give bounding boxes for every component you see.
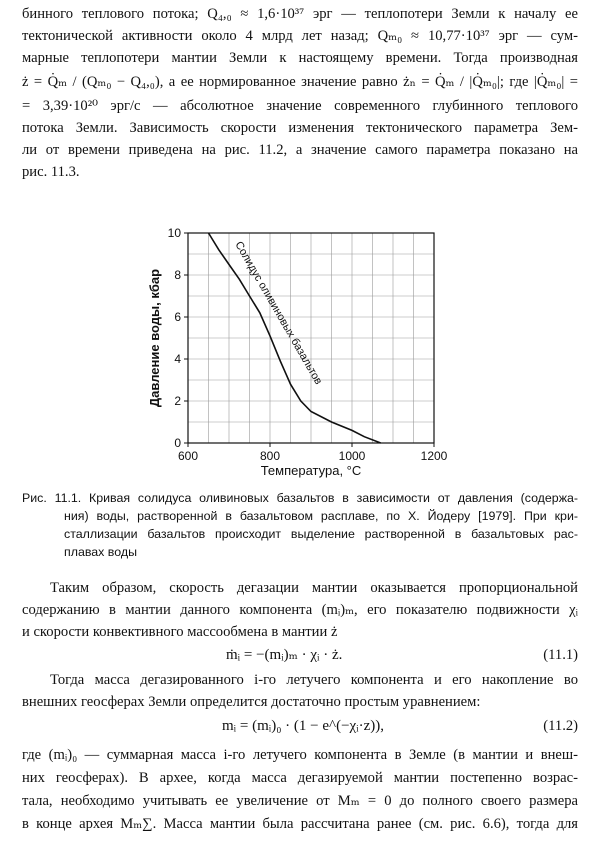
text-line: Тогда масса дегазированного i-го летучего компонента и его накопление во bbox=[50, 672, 578, 688]
x-tick-label: 600 bbox=[177, 449, 199, 463]
y-tick-label: 2 bbox=[174, 394, 181, 408]
caption-line: ния) воды, растворенной в базальтовом расплаве, по Х. Йодеру [1979]. При кри- bbox=[64, 509, 578, 523]
solidus-chart bbox=[140, 218, 460, 488]
equation-number: (11.1) bbox=[543, 647, 578, 663]
y-tick-label: 4 bbox=[174, 352, 181, 366]
caption-line: плавах воды bbox=[64, 545, 138, 559]
y-axis bbox=[168, 226, 188, 450]
text-line: рис. 11.3. bbox=[22, 164, 80, 180]
equation-formula: ṁᵢ = −(mᵢ)ₘ · χᵢ · ż. bbox=[226, 647, 343, 663]
y-tick-label: 0 bbox=[174, 436, 181, 450]
x-tick-label: 1200 bbox=[420, 449, 448, 463]
x-tick-label: 1000 bbox=[338, 449, 366, 463]
text-line: ли от времени приведена на рис. 11.2, а значение самого параметра показано на bbox=[22, 142, 578, 158]
text-line: и скорости конвективного массообмена в мантии ż bbox=[22, 624, 338, 640]
text-line: Таким образом, скорость дегазации мантии оказывается пропорциональной bbox=[50, 580, 578, 596]
y-tick-label: 8 bbox=[174, 268, 181, 282]
text-line: тектонической активности около 4 млрд лет назад; Qₘ₀ ≈ 10,77·10³⁷ эрг — сум- bbox=[22, 28, 578, 44]
text-line: бинного теплового потока; Q₄,₀ ≈ 1,6·10³⁷ эрг — теплопотери Земли к началу ее bbox=[22, 6, 578, 22]
text-line: в конце архея Mₘ∑. Масса мантии была рассчитана ранее (см. рис. 6.6), тогда для bbox=[22, 816, 578, 832]
text-line: них геосферах). В архее, когда масса дегазируемой мантии постепенно возрас- bbox=[22, 770, 578, 786]
text-line: тала, необходимо учитывать ее увеличение от Mₘ = 0 до полного своего размера bbox=[22, 793, 578, 809]
text-line: внешних геосферах Земли определится достаточно простым уравнением: bbox=[22, 694, 481, 710]
text-line: ż = Q̇ₘ / (Qₘ₀ − Q₄,₀), а ее нормированное значение равно żₙ = Q̇ₘ / |Q̇ₘ₀|; где |Q̇ₘ₀| = bbox=[22, 74, 578, 90]
caption-line: Рис. 11.1. Кривая солидуса оливиновых базальтов в зависимости от давления (содержа- bbox=[22, 491, 578, 505]
curve-annotation: Солидус оливиновых базальтов bbox=[232, 239, 325, 387]
text-line: содержанию в мантии данного компонента (mᵢ)ₘ, его показателю подвижности χᵢ bbox=[22, 602, 578, 618]
x-axis-label: Температура, °C bbox=[260, 463, 362, 478]
y-tick-label: 10 bbox=[167, 226, 181, 240]
caption-line: сталлизации базальтов происходит выделение растворенной в базальтовых рас- bbox=[64, 527, 578, 541]
x-axis bbox=[178, 443, 448, 463]
text-line: потока Земли. Зависимость скорости изменения тектонического параметра Зем- bbox=[22, 120, 578, 136]
equation-formula: mᵢ = (mᵢ)₀ · (1 − e^(−χᵢ·z)), bbox=[222, 718, 385, 734]
text-line: = 3,39·10²⁰ эрг/с — абсолютное значение современного глубинного теплового bbox=[22, 98, 578, 114]
text-line: где (mᵢ)₀ — суммарная масса i-го летучего компонента в Земле (в мантии и внеш- bbox=[22, 747, 578, 763]
text-line: марные теплопотери мантии Земли к настоящему времени. Тогда производная bbox=[22, 50, 578, 66]
y-axis-label: Давление воды, кбар bbox=[147, 268, 162, 408]
y-tick-label: 6 bbox=[174, 310, 181, 324]
x-tick-label: 800 bbox=[259, 449, 281, 463]
equation-number: (11.2) bbox=[543, 718, 578, 734]
